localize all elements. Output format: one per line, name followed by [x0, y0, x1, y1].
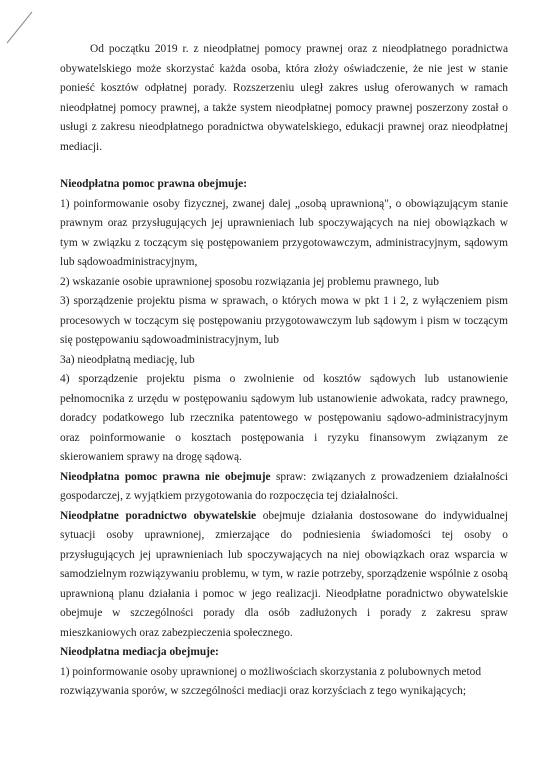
- section-heading-includes: Nieodpłatna pomoc prawna obejmuje:: [60, 178, 247, 190]
- civic-paragraph: [60, 507, 508, 644]
- list-item: 3a) nieodpłatną mediację, lub: [60, 353, 195, 366]
- civic-text: obejmuje działania dostosowane do indywidualnej sytuacji osoby uprawnionej, zmierzające do podniesienia świadomości tej osoby o przysługujących jej uprawnieniach lub spoczywających na niej obowiązkach oraz wsparcia w samodzielnym rozwiązywaniu problemu, w tym, w razie potrzeby, sporządzenie wspólnie z osobą uprawnioną planu działania i pomoc w jego realizacji. Nieodpłatne poradnictwo obywatelskie obejmuje w szczególności porady dla osób zadłużonych i porady z zakresu spraw mieszkaniowych oraz zabezpieczenia społecznego.: [60, 509, 508, 639]
- civic-heading: Nieodpłatne poradnictwo obywatelskie: [60, 509, 257, 522]
- list-item: 1) poinformowanie osoby fizycznej, zwanej dalej „osobą uprawnioną", o obowiązującym stanie prawnym oraz przysługujących jej uprawnieniach lub spoczywających na niej obowiązkach w tym w związku z toczącym się postępowaniem przygotowawczym, administracyjnym, sądowym lub sądowoadministracyjnym,: [60, 197, 508, 268]
- document-page: [60, 40, 508, 702]
- intro-paragraph: Od początku 2019 r. z nieodpłatnej pomocy prawnej oraz z nieodpłatnego poradnictwa obywatelskiego może skorzystać każda osoba, która złoży oświadczenie, że nie jest w stanie ponieść kosztów odpłatnej porady. Rozszerzeniu uległ zakres usług oferowanych w ramach nieodpłatnej pomocy prawnej, a także system nieodpłatnej pomocy prawnej poszerzony został o usługi z zakresu nieodpłatnego poradnictwa obywatelskiego, edukacji prawnej oraz nieodpłatnej mediacji.: [60, 43, 508, 153]
- section-heading-mediation: Nieodpłatna mediacja obejmuje:: [60, 646, 219, 658]
- excludes-text: spraw: związanych z prowadzeniem działalności gospodarczej, z wyjątkiem przygotowania do rozpoczęcia tej działalności.: [60, 470, 508, 502]
- list-item: 2) wskazanie osobie uprawnionej sposobu rozwiązania jej problemu prawnego, lub: [60, 275, 439, 288]
- list-item: 3) sporządzenie projektu pisma w sprawach, o których mowa w pkt 1 i 2, z wyłączeniem pism procesowych w toczącym się postępowaniu przygotowawczym lub sądowym i pism w toczącym się postępowaniu sądowoadministracyjnym, lub: [60, 295, 508, 346]
- excludes-paragraph: [60, 468, 508, 507]
- list-item: 4) sporządzenie projektu pisma o zwolnienie od kosztów sądowych lub ustanowienie pełnomocnika z urzędu w postępowaniu sądowym lub ustanowienie adwokata, radcy prawnego, doradcy podatkowego lub rzecznika patentowego w postępowaniu sądowo-administracyjnym oraz poinformowanie o kosztach postępowania i ryzyku finansowym związanym ze skierowaniem sprawy na drogę sądową.: [60, 373, 508, 463]
- list-item: 1) poinformowanie osoby uprawnionej o możliwościach skorzystania z polubownych metod rozwiązywania sporów, w szczególności mediacji oraz korzyściach z tego wynikających;: [60, 665, 482, 697]
- pen-stroke-mark: [4, 10, 34, 46]
- excludes-heading: Nieodpłatna pomoc prawna nie obejmuje: [60, 470, 271, 483]
